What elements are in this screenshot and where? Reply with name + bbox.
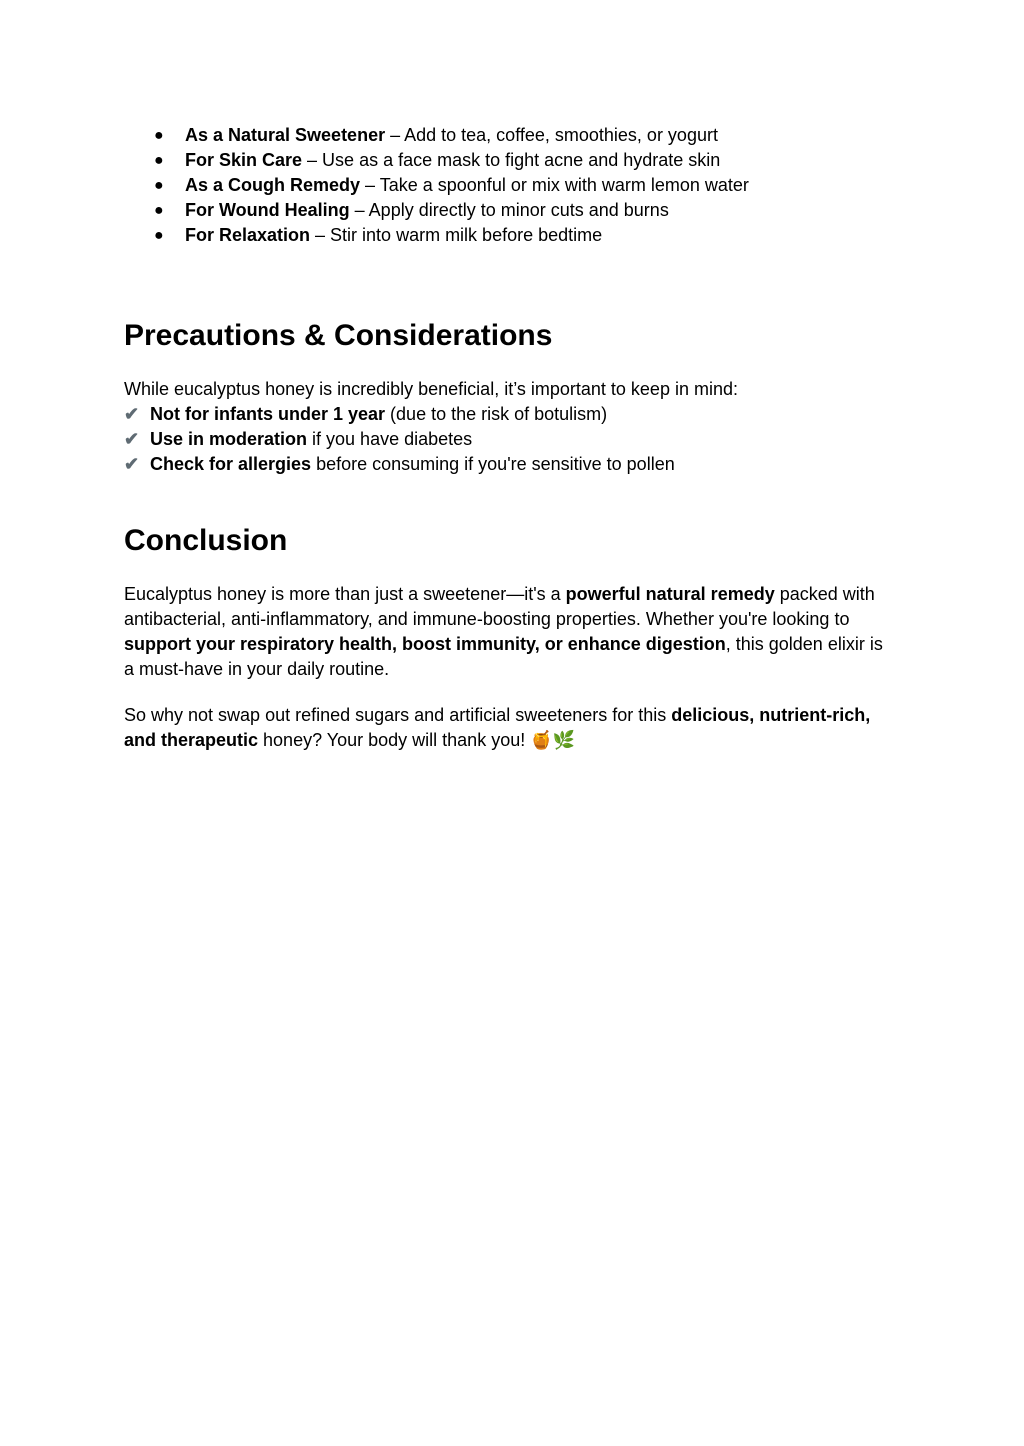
honey-leaf-icon: 🍯🌿: [530, 730, 576, 751]
precaution-text: (due to the risk of botulism): [385, 404, 608, 424]
paragraph-text: honey? Your body will thank you!: [258, 730, 531, 750]
precaution-item: [124, 402, 894, 427]
list-item: [124, 198, 894, 223]
precaution-bold: Check for allergies: [150, 454, 312, 474]
list-item: [124, 148, 894, 173]
precautions-intro: While eucalyptus honey is incredibly beneficial, it’s important to keep in mind:: [124, 379, 738, 399]
paragraph-text: packed with antibacterial, anti-inflammatory, and immune-boosting properties. Whether you're looking to: [124, 584, 875, 629]
precaution-text: if you have diabetes: [307, 429, 473, 449]
precaution-item: [124, 452, 894, 477]
list-item-term: For Relaxation: [185, 225, 311, 245]
conclusion-paragraph-1: [124, 582, 894, 682]
list-item-desc: – Apply directly to minor cuts and burns: [349, 200, 669, 220]
precaution-text: before consuming if you're sensitive to pollen: [311, 454, 675, 474]
paragraph-bold: support your respiratory health, boost immunity, or enhance digestion: [124, 634, 726, 654]
precaution-bold: Not for infants under 1 year: [150, 404, 386, 424]
list-item-desc: – Stir into warm milk before bedtime: [310, 225, 603, 245]
list-item: [124, 123, 894, 148]
precaution-bold: Use in moderation: [150, 429, 308, 449]
paragraph-text: Eucalyptus honey is more than just a sweetener—it's a: [124, 584, 566, 604]
paragraph-text: So why not swap out refined sugars and artificial sweeteners for this: [124, 705, 672, 725]
precautions-section: [124, 377, 894, 477]
list-item: [124, 223, 894, 248]
list-item: [124, 173, 894, 198]
bullet-icon: ●: [154, 227, 164, 244]
bullet-icon: ●: [154, 127, 164, 144]
uses-list: [124, 123, 894, 248]
precautions-heading: Precautions & Considerations: [124, 319, 553, 352]
precaution-item: [124, 427, 894, 452]
list-item-term: For Wound Healing: [185, 200, 350, 220]
paragraph-text: , this golden elixir is a must-have in your daily routine.: [124, 634, 883, 679]
list-item-term: As a Natural Sweetener: [185, 125, 386, 145]
list-item-desc: – Use as a face mask to fight acne and hydrate skin: [302, 150, 721, 170]
paragraph-bold: delicious, nutrient-rich, and therapeutic: [124, 705, 871, 750]
checkmark-icon: ✔: [124, 429, 140, 449]
list-item-term: For Skin Care: [185, 150, 303, 170]
paragraph-bold: powerful natural remedy: [565, 584, 775, 604]
checkmark-icon: ✔: [124, 404, 140, 424]
checkmark-icon: ✔: [124, 454, 140, 474]
bullet-icon: ●: [154, 152, 164, 169]
list-item-desc: – Add to tea, coffee, smoothies, or yogurt: [385, 125, 718, 145]
list-item-term: As a Cough Remedy: [185, 175, 361, 195]
bullet-icon: ●: [154, 202, 164, 219]
conclusion-paragraph-2: [124, 703, 894, 753]
bullet-icon: ●: [154, 177, 164, 194]
list-item-desc: – Take a spoonful or mix with warm lemon water: [360, 175, 749, 195]
conclusion-heading: Conclusion: [124, 524, 288, 557]
